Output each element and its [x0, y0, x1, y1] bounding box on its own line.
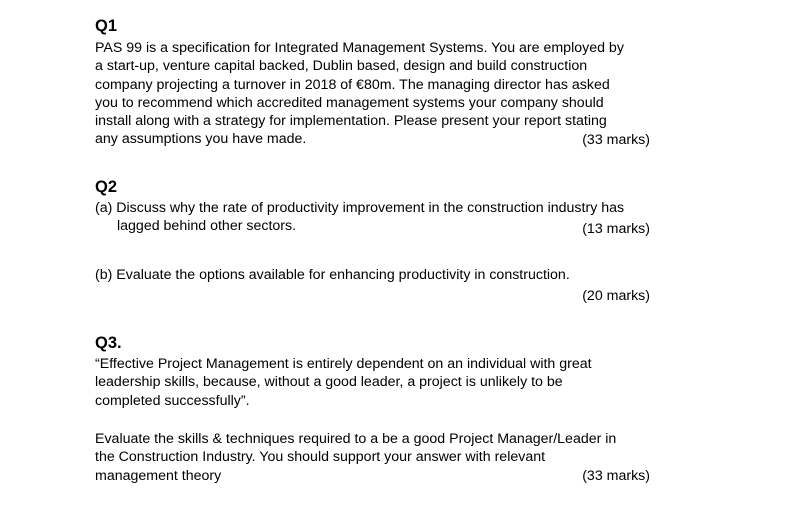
q1-line: install along with a strategy for implementation. Please present your report stating [95, 113, 607, 130]
q2a-marks: (13 marks) [582, 221, 650, 237]
q3-task-line: the Construction Industry. You should support your answer with relevant [95, 449, 546, 466]
q2a-line: lagged behind other sectors. [117, 218, 297, 235]
q1-line: a start-up, venture capital backed, Dublin based, design and build construction [95, 58, 588, 75]
q3-quote-line: completed successfully”. [95, 392, 250, 409]
q2a-line: (a) Discuss why the rate of productivity improvement in the construction industry has [95, 200, 625, 216]
q2b-line: (b) Evaluate the options available for enhancing productivity in construction. [95, 267, 570, 283]
q2-heading: Q2 [95, 178, 118, 196]
q3-marks: (33 marks) [582, 467, 650, 484]
q2b-body [95, 266, 715, 284]
q1-heading: Q1 [95, 17, 118, 35]
q3-heading: Q3. [95, 334, 122, 352]
q1-marks: (33 marks) [582, 131, 650, 148]
q1-line: company projecting a turnover in 2018 of €80m. The managing director has asked [95, 76, 610, 93]
q3-task-line: management theory [95, 467, 222, 484]
q1-line: PAS 99 is a specification for Integrated Management Systems. You are employed by [95, 40, 624, 56]
q2b-marks: (20 marks) [582, 288, 650, 304]
q1-line: you to recommend which accredited management systems your company should [95, 94, 604, 111]
q3-task-line: Evaluate the skills & techniques required to a be a good Project Manager/Leader in [95, 431, 617, 447]
q3-quote-line: “Effective Project Management is entirely dependent on an individual with great [95, 356, 592, 372]
q3-quote [95, 355, 715, 410]
q1-line: any assumptions you have made. [95, 131, 307, 148]
q3-quote-line: leadership skills, because, without a good leader, a project is unlikely to be [95, 374, 563, 391]
